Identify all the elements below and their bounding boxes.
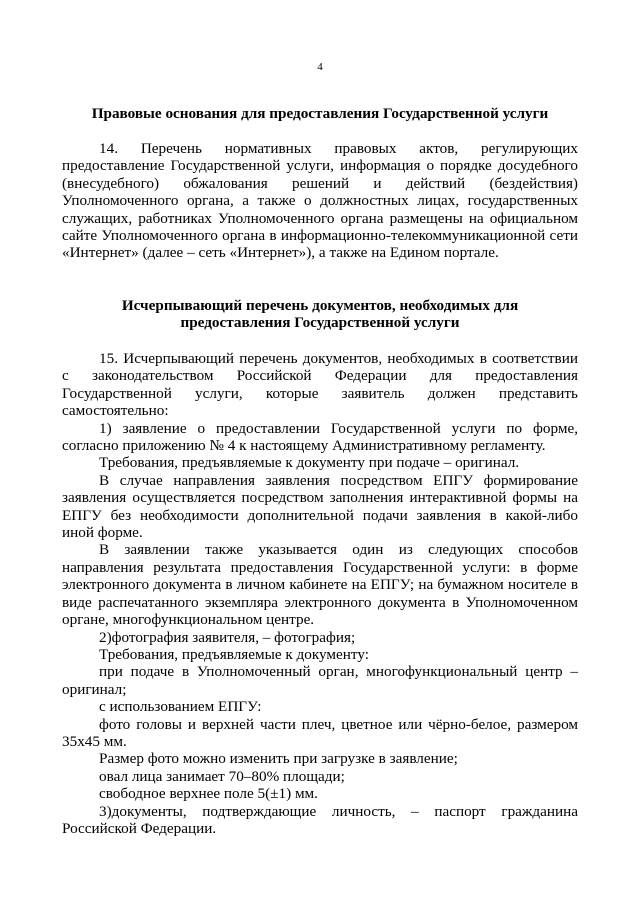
item-3-identity-docs: 3)документы, подтверждающие личность, – паспорт гражданина Российской Федерации. — [62, 802, 578, 837]
heading-line-2: предоставления Государственной услуги — [180, 314, 460, 331]
epgu-submission-paragraph: В случае направления заявления посредством ЕПГУ формирование заявления осуществляется посредством заполнения интерактивной формы на ЕПГУ без необходимости дополнительной подачи заявления в какой-либо иной форме. — [62, 471, 578, 542]
item-2-photo: 2)фотография заявителя, – фотография; — [99, 628, 356, 646]
paragraph-15: 15. Исчерпывающий перечень документов, необходимых в соответствии с законодательством Российской Федерации для предоставления Государственной услуги, которые заявитель должен представить самостоятельно: — [62, 350, 578, 420]
page-number: 4 — [317, 61, 323, 73]
requirements-original: Требования, предъявляемые к документу при подаче – оригинал. — [99, 454, 520, 472]
photo-top-margin: свободное верхнее поле 5(±1) мм. — [99, 785, 318, 803]
result-delivery-paragraph: В заявлении также указывается один из следующих способов направления результата предоставления Государственной услуги: в форме электронного документа в личном кабинете на ЕПГУ; на бумажном носителе в виде распечатанного экземпляра электронного документа в Уполномоченном органе, многофункциональном центре. — [62, 541, 578, 629]
heading-line-1: Исчерпывающий перечень документов, необходимых для — [121, 297, 519, 314]
photo-resize-note: Размер фото можно изменить при загрузке в заявление; — [99, 750, 458, 768]
section-heading-documents — [60, 297, 580, 331]
photo-size-requirement: фото головы и верхней части плеч, цветное или чёрно-белое, размером 35х45 мм. — [62, 715, 578, 750]
photo-requirements-heading: Требования, предъявляемые к документу: — [99, 645, 369, 663]
photo-requirement-epgu: с использованием ЕПГУ: — [99, 698, 262, 716]
section-heading-legal-basis: Правовые основания для предоставления Государственной услуги — [91, 105, 549, 122]
documents-list-body — [62, 350, 578, 837]
item-1-application: 1) заявление о предоставлении Государственной услуги по форме, согласно приложению № 4 к настоящему Административному регламенту. — [62, 419, 578, 455]
photo-face-oval: овал лица занимает 70–80% площади; — [99, 767, 345, 785]
paragraph-14: 14. Перечень нормативных правовых актов, регулирующих предоставление Государственной услуги, информация о порядке досудебного (внесудебного) обжалования решений и действий (бездействия) Уполномоченного органа, а также о должностных лицах, государственных служащих, работниках Уполномоченного органа размещены на официальном сайте Уполномоченного органа в информационно-телекоммуникационной сети «Интернет» (далее – сеть «Интернет»), а также на Едином портале. — [62, 140, 578, 262]
photo-requirement-in-person: при подаче в Уполномоченный орган, многофункциональный центр – оригинал; — [62, 663, 578, 698]
